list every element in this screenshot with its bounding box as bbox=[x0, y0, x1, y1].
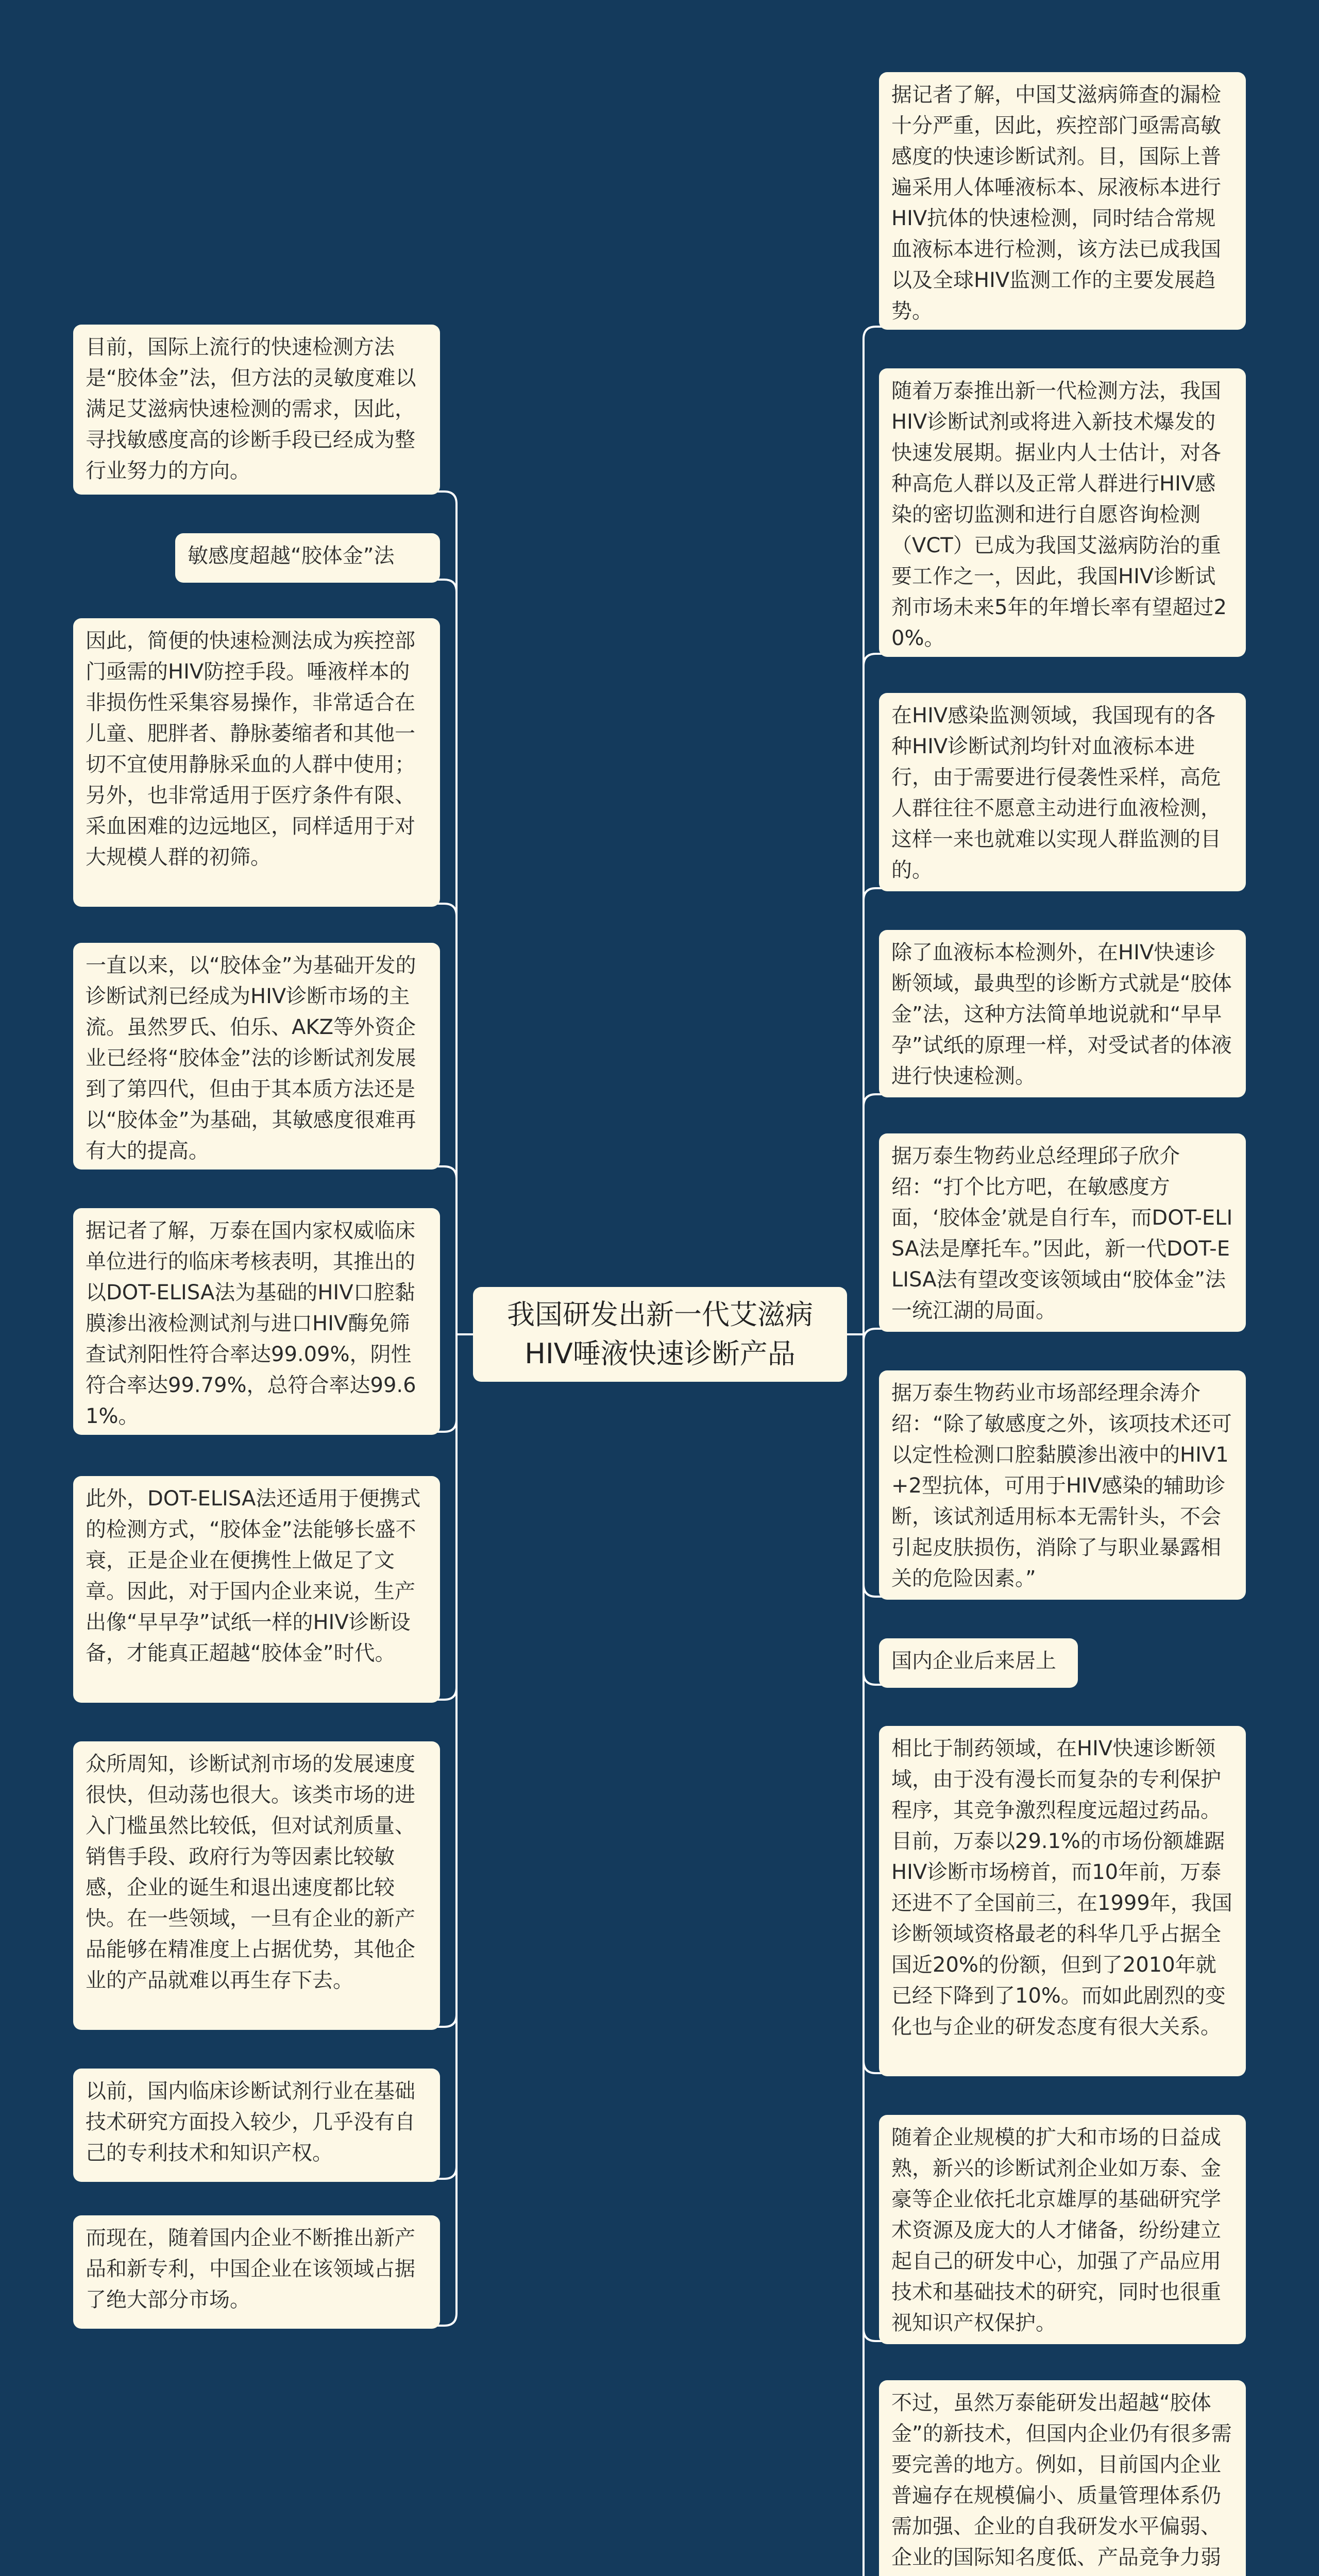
right-node-8[interactable]: 相比于制药领域，在HIV快速诊断领域，由于没有漫长而复杂的专利保护程序，其竞争激烈程度远超过药品。目前，万泰以29.1%的市场份额雄踞HIV诊断市场榜首，而10年前，万泰还进不了全国前三，在1999年，我国诊断领域资格最老的科华几乎占据全国近20%的份额，但到了2010年就已经下降到了10%。而如此剧烈的变化也与企业的研发态度有很大关系。 bbox=[879, 1726, 1246, 2076]
right-node-9[interactable]: 随着企业规模的扩大和市场的日益成熟，新兴的诊断试剂企业如万泰、金豪等企业依托北京雄厚的基础研究学术资源及庞大的人才储备，纷纷建立起自己的研发中心，加强了产品应用技术和基础技术的研究，同时也很重视知识产权保护。 bbox=[879, 2115, 1246, 2344]
right-node-2[interactable]: 随着万泰推出新一代检测方法，我国HIV诊断试剂或将进入新技术爆发的快速发展期。据业内人士估计，对各种高危人群以及正常人群进行HIV感染的密切监测和进行自愿咨询检测（VCT）已成为我国艾滋病防治的重要工作之一，因此，我国HIV诊断试剂市场未来5年的年增长率有望超过20%。 bbox=[879, 368, 1246, 657]
link-left-1 bbox=[435, 492, 456, 1334]
central-topic[interactable]: 我国研发出新一代艾滋病HIV唾液快速诊断产品 bbox=[473, 1287, 847, 1382]
right-node-5[interactable]: 据万泰生物药业总经理邱子欣介绍：“打个比方吧，在敏感度方面，‘胶体金’就是自行车，而DOT-ELISA法是摩托车。”因此，新一代DOT-ELISA法有望改变该领域由“胶体金”法一统江湖的局面。 bbox=[879, 1133, 1246, 1332]
left-node-2[interactable]: 敏感度超越“胶体金”法 bbox=[175, 533, 440, 583]
left-node-7[interactable]: 众所周知，诊断试剂市场的发展速度很快，但动荡也很大。该类市场的进入门槛虽然比较低，但对试剂质量、销售手段、政府行为等因素比较敏感，企业的诞生和退出速度都比较快。在一些领域，一旦有企业的新产品能够在精准度上占据优势，其他企业的产品就难以再生存下去。 bbox=[73, 1741, 440, 2030]
right-node-10[interactable]: 不过，虽然万泰能研发出超越“胶体金”的新技术，但国内企业仍有很多需要完善的地方。例如，目前国内企业普遍存在规模偏小、质量管理体系仍需加强、企业的自我研发水平偏弱、企业的国际知名度低、产品竞争力弱 bbox=[879, 2380, 1246, 2576]
left-node-8[interactable]: 以前，国内临床诊断试剂行业在基础技术研究方面投入较少，几乎没有自己的专利技术和知识产权。 bbox=[73, 2069, 440, 2182]
left-node-6[interactable]: 此外，DOT-ELISA法还适用于便携式的检测方式，“胶体金”法能够长盛不衰，正是企业在便携性上做足了文章。因此，对于国内企业来说，生产出像“早早孕”试纸一样的HIV诊断设备，才能真正超越“胶体金”时代。 bbox=[73, 1476, 440, 1703]
right-node-6[interactable]: 据万泰生物药业市场部经理余涛介绍：“除了敏感度之外，该项技术还可以定性检测口腔黏膜渗出液中的HIV1+2型抗体，可用于HIV感染的辅助诊断，该试剂适用标本无需针头，不会引起皮肤损伤，消除了与职业暴露相关的危险因素。” bbox=[879, 1370, 1246, 1600]
left-node-5[interactable]: 据记者了解，万泰在国内家权威临床单位进行的临床考核表明，其推出的以DOT-ELISA法为基础的HIV口腔黏膜渗出液检测试剂与进口HIV酶免筛查试剂阳性符合率达99.09%，阴性符合率达99.79%，总符合率达99.61%。 bbox=[73, 1208, 440, 1435]
right-node-1[interactable]: 据记者了解，中国艾滋病筛查的漏检十分严重，因此，疾控部门亟需高敏感度的快速诊断试剂。目，国际上普遍采用人体唾液标本、尿液标本进行HIV抗体的快速检测，同时结合常规血液标本进行检测，该方法已成我国以及全球HIV监测工作的主要发展趋势。 bbox=[879, 72, 1246, 330]
right-node-4[interactable]: 除了血液标本检测外，在HIV快速诊断领域，最典型的诊断方式就是“胶体金”法，这种方法简单地说就和“早早孕”试纸的原理一样，对受试者的体液进行快速检测。 bbox=[879, 930, 1246, 1097]
right-node-7[interactable]: 国内企业后来居上 bbox=[879, 1638, 1078, 1688]
left-node-3[interactable]: 因此，简便的快速检测法成为疾控部门亟需的HIV防控手段。唾液样本的非损伤性采集容易操作，非常适合在儿童、肥胖者、静脉萎缩者和其他一切不宜使用静脉采血的人群中使用；另外，也非常适用于医疗条件有限、采血困难的边远地区，同样适用于对大规模人群的初筛。 bbox=[73, 618, 440, 907]
link-right-5 bbox=[864, 1329, 884, 1341]
left-node-4[interactable]: 一直以来，以“胶体金”为基础开发的诊断试剂已经成为HIV诊断市场的主流。虽然罗氏、伯乐、AKZ等外资企业已经将“胶体金”法的诊断试剂发展到了第四代，但由于其本质方法还是以“胶体金”为基础，其敏感度很难再有大的提高。 bbox=[73, 943, 440, 1170]
right-node-3[interactable]: 在HIV感染监测领域，我国现有的各种HIV诊断试剂均针对血液标本进行，由于需要进行侵袭性采样，高危人群往往不愿意主动进行血液检测，这样一来也就难以实现人群监测的目的。 bbox=[879, 693, 1246, 891]
left-node-1[interactable]: 目前，国际上流行的快速检测方法是“胶体金”法，但方法的灵敏度难以满足艾滋病快速检测的需求，因此，寻找敏感度高的诊断手段已经成为整行业努力的方向。 bbox=[73, 325, 440, 495]
left-node-9[interactable]: 而现在，随着国内企业不断推出新产品和新专利，中国企业在该领域占据了绝大部分市场。 bbox=[73, 2215, 440, 2329]
